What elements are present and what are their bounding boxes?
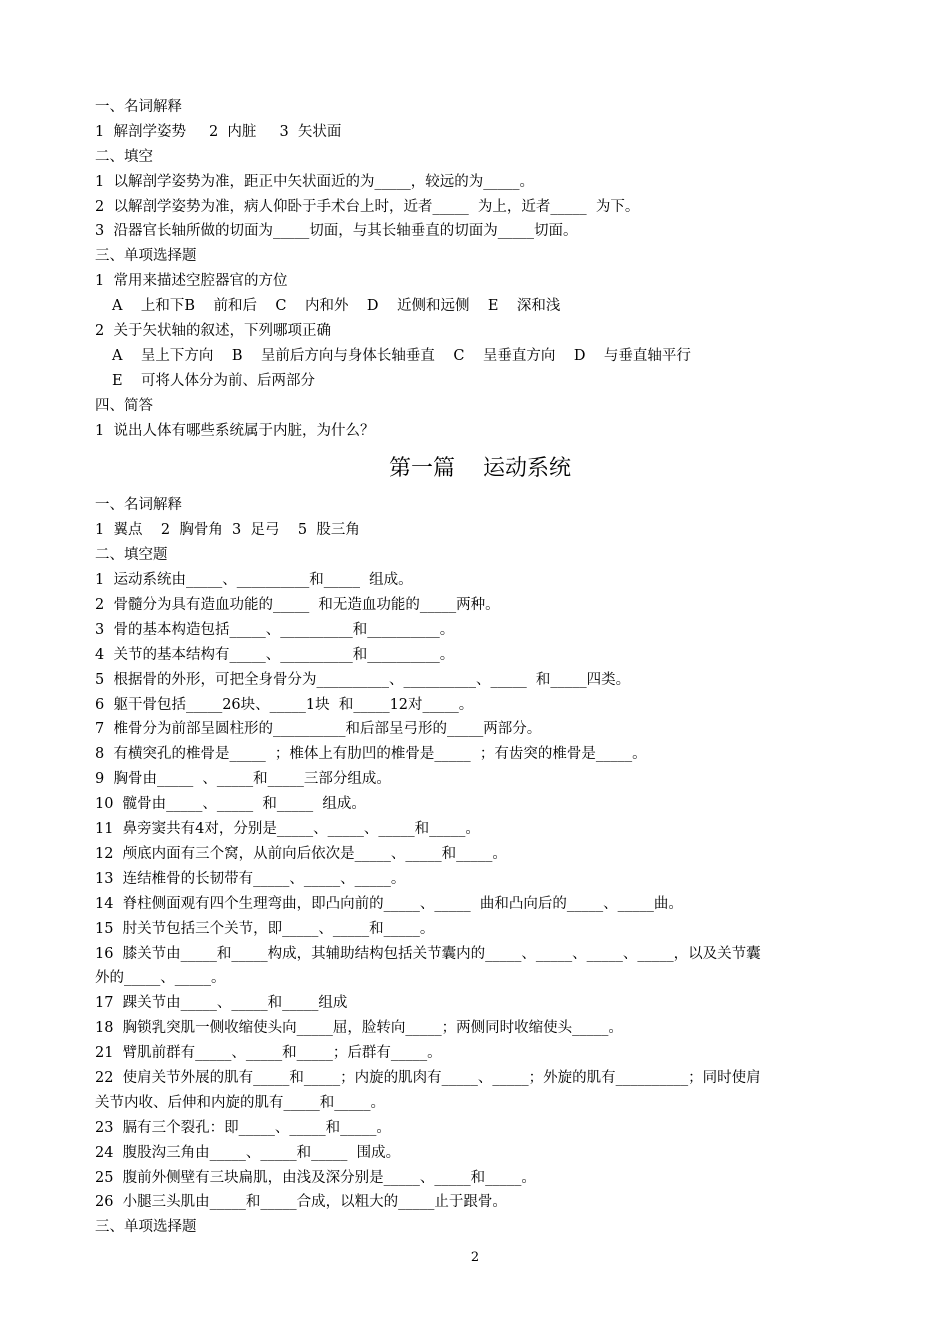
text-line: A 呈上下方向 B 呈前后方向与身体长轴垂直 C 呈垂直方向 D 与垂直轴平行 (112, 347, 691, 364)
text-line: 2 以解剖学姿势为准，病人仰卧于手术台上时，近者_____ 为上，近者_____ 为下。 (95, 198, 640, 215)
text-line: 10 髋骨由_____、_____ 和_____ 组成。 (95, 796, 366, 813)
text-line: 17 踝关节由_____、_____和_____组成 (95, 995, 348, 1012)
text-line: 四、简答 (95, 397, 153, 414)
text-line: 三、单项选择题 (95, 248, 197, 265)
text-line: 1 解剖学姿势 2 内脏 3 矢状面 (95, 123, 342, 140)
intro-section (95, 95, 865, 443)
text-line: 1 说出人体有哪些系统属于内脏，为什么？ (95, 422, 375, 439)
text-line: 3 骨的基本构造包括_____、__________和__________。 (95, 621, 455, 638)
text-line: 7 椎骨分为前部呈圆柱形的__________和后部呈弓形的_____两部分。 (95, 721, 542, 738)
text-line: 5 根据骨的外形，可把全身骨分为__________、__________、_____ 和_____四类。 (95, 671, 631, 688)
page-number: 2 (470, 1250, 480, 1265)
text-line: 12 颅底内面有三个窝，从前向后依次是_____、_____和_____。 (95, 845, 507, 862)
text-line: 13 连结椎骨的长韧带有_____、_____、_____。 (95, 870, 406, 887)
text-line: 24 腹股沟三角由_____、_____和_____ 围成。 (95, 1144, 401, 1161)
text-line: 18 胸锁乳突肌一侧收缩使头向_____屈，脸转向_____；两侧同时收缩使头_____。 (95, 1020, 623, 1037)
text-line: 1 常用来描述空腔器官的方位 (95, 273, 288, 290)
chapter-title: 第一篇 运动系统 (389, 456, 571, 482)
text-line: 26 小腿三头肌由_____和_____合成，以粗大的_____止于跟骨。 (95, 1194, 507, 1211)
text-line: 14 脊柱侧面观有四个生理弯曲，即凸向前的_____、_____ 曲和凸向后的_____、_____曲。 (95, 895, 683, 912)
text-line: 3 沿器官长轴所做的切面为_____切面，与其长轴垂直的切面为_____切面。 (95, 223, 578, 240)
text-line: 25 腹前外侧壁有三块扁肌，由浅及深分别是_____、_____和_____。 (95, 1169, 536, 1186)
text-line: 一、名词解释 (95, 497, 182, 514)
text-line: 22 使肩关节外展的肌有_____和_____；内旋的肌肉有_____、_____；外旋的肌有__________；同时使肩 (95, 1069, 761, 1086)
chapter-section (95, 493, 865, 1240)
text-line: 11 鼻旁窦共有4对，分别是_____、_____、_____和_____。 (95, 821, 480, 838)
text-line: A 上和下B 前和后 C 内和外 D 近侧和远侧 E 深和浅 (112, 298, 561, 315)
text-line: 1 翼点 2 胸骨角 3 足弓 5 股三角 (95, 522, 360, 539)
text-line: 二、填空题 (95, 547, 168, 564)
text-line: 21 臂肌前群有_____、_____和_____；后群有_____。 (95, 1045, 442, 1062)
text-line: 15 肘关节包括三个关节，即_____、_____和_____。 (95, 920, 435, 937)
text-line: 外的_____、_____。 (95, 970, 226, 987)
text-line: E 可将人体分为前、后两部分 (112, 372, 316, 389)
text-line: 二、填空 (95, 148, 153, 165)
text-line: 4 关节的基本结构有_____、__________和__________。 (95, 646, 455, 663)
text-line: 6 躯干骨包括_____26块、_____1块 和_____12对_____。 (95, 696, 474, 713)
text-line: 1 运动系统由_____、__________和_____ 组成。 (95, 572, 413, 589)
text-line: 2 骨髓分为具有造血功能的_____ 和无造血功能的_____两种。 (95, 597, 500, 614)
text-line: 关节内收、后伸和内旋的肌有_____和_____。 (95, 1094, 385, 1111)
text-line: 1 以解剖学姿势为准，距正中矢状面近的为_____，较远的为_____。 (95, 173, 534, 190)
text-line: 2 关于矢状轴的叙述，下列哪项正确 (95, 323, 331, 340)
text-line: 一、名词解释 (95, 99, 182, 115)
text-line: 三、单项选择题 (95, 1219, 197, 1236)
text-line: 8 有横突孔的椎骨是_____ ；椎体上有肋凹的椎骨是_____ ；有齿突的椎骨是_____。 (95, 746, 647, 763)
text-line: 16 膝关节由_____和_____构成，其辅助结构包括关节囊内的_____、_____、_____、_____，以及关节囊 (95, 945, 761, 962)
text-line: 23 膈有三个裂孔：即_____、_____和_____。 (95, 1119, 391, 1136)
document-page (95, 95, 865, 1240)
text-line: 9 胸骨由_____ 、_____和_____三部分组成。 (95, 771, 391, 788)
